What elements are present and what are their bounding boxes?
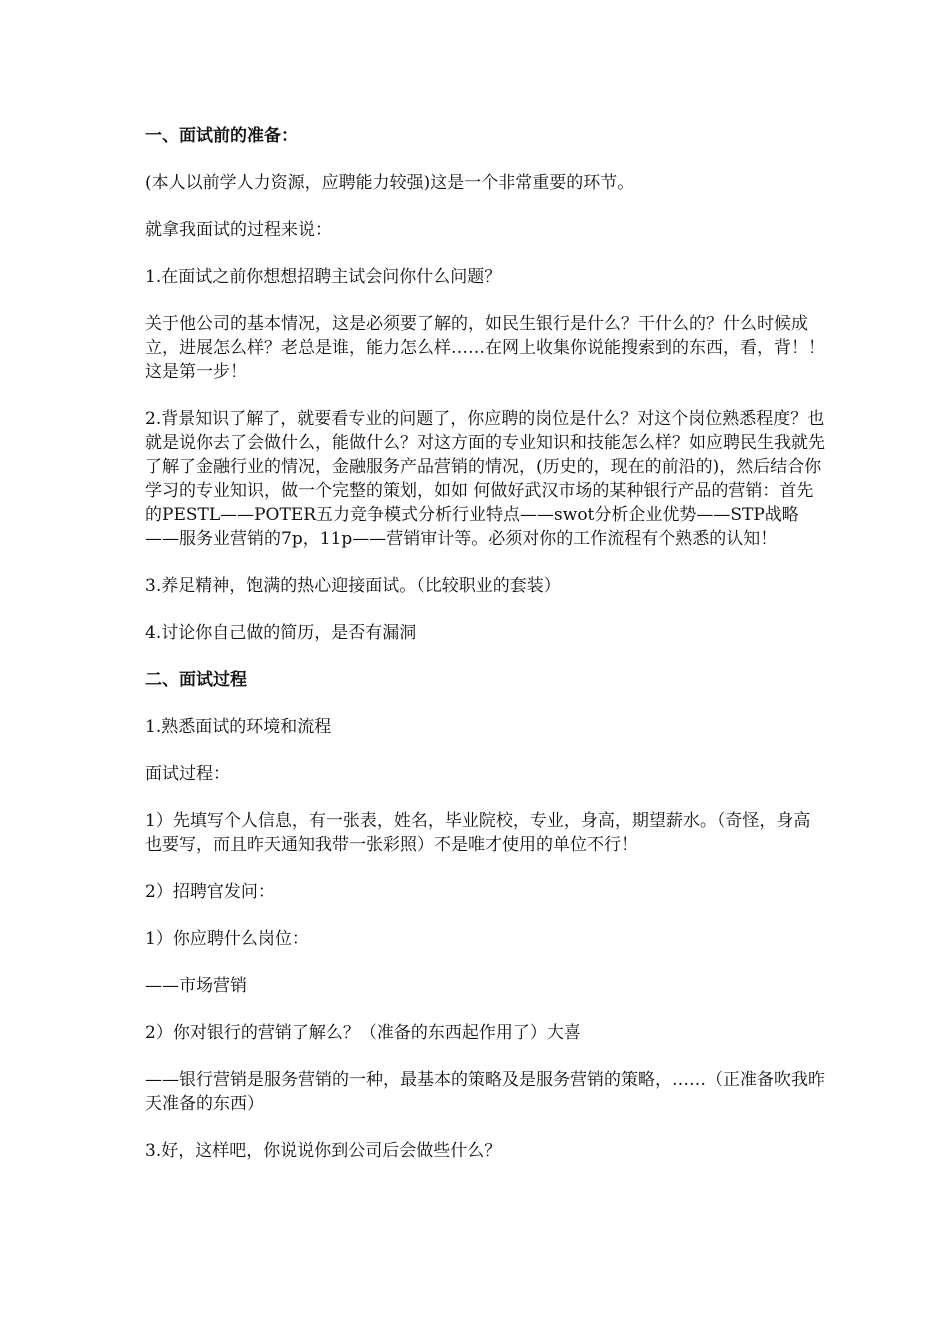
paragraph: 1.熟悉面试的环境和流程 (145, 717, 332, 737)
paragraph: 1）你应聘什么岗位： (145, 929, 309, 949)
document-page (145, 124, 825, 1186)
paragraph: 2）招聘官发问： (145, 882, 275, 902)
paragraph: (本人以前学人力资源，应聘能力较强)这是一个非常重要的环节。 (145, 173, 635, 193)
section-heading-process: 二、面试过程 (145, 670, 247, 690)
paragraph: ——市场营销 (145, 976, 247, 996)
paragraph: 就拿我面试的过程来说： (145, 220, 332, 240)
paragraph: 4.讨论你自己做的简历，是否有漏洞 (145, 623, 417, 643)
paragraph: 1）先填写个人信息，有一张表，姓名，毕业院校，专业，身高，期望薪水。（奇怪，身高也要写，而且昨天通知我带一张彩照）不是唯才使用的单位不行！ (145, 811, 811, 855)
paragraph: 3.好，这样吧，你说说你到公司后会做些什么？ (145, 1141, 502, 1161)
paragraph: ——银行营销是服务营销的一种，最基本的策略及是服务营销的策略，……（正准备吹我昨天准备的东西） (145, 1070, 825, 1114)
paragraph: 2）你对银行的营销了解么？（准备的东西起作用了）大喜 (145, 1023, 581, 1043)
paragraph: 3.养足精神，饱满的热心迎接面试。（比较职业的套装） (145, 576, 561, 596)
paragraph: 2.背景知识了解了，就要看专业的问题了，你应聘的岗位是什么？对这个岗位熟悉程度？也就是说你去了会做什么，能做什么？对这方面的专业知识和技能怎么样？如应聘民生我就先了解了金融行业的情况，金融服务产品营销的情况，(历史的，现在的前沿的)，然后结合你学习的专业知识，做一个完整的策划，如如 何做好武汉市场的某种银行产品的营销：首先的PESTL——POTER五力竞争模式分析行业特点——swot分析企业优势——STP战略——服务业营销的7p，11p——营销审计等。必须对你的工作流程有个熟悉的认知！ (145, 409, 825, 549)
section-heading-preparation: 一、面试前的准备： (145, 126, 298, 146)
paragraph: 面试过程： (145, 764, 230, 784)
paragraph: 1.在面试之前你想想招聘主试会问你什么问题？ (145, 267, 502, 287)
paragraph: 关于他公司的基本情况，这是必须要了解的，如民生银行是什么？干什么的？什么时候成立，进展怎么样？老总是谁，能力怎么样……在网上收集你说能搜索到的东西，看，背！！这是第一步！ (145, 314, 825, 382)
